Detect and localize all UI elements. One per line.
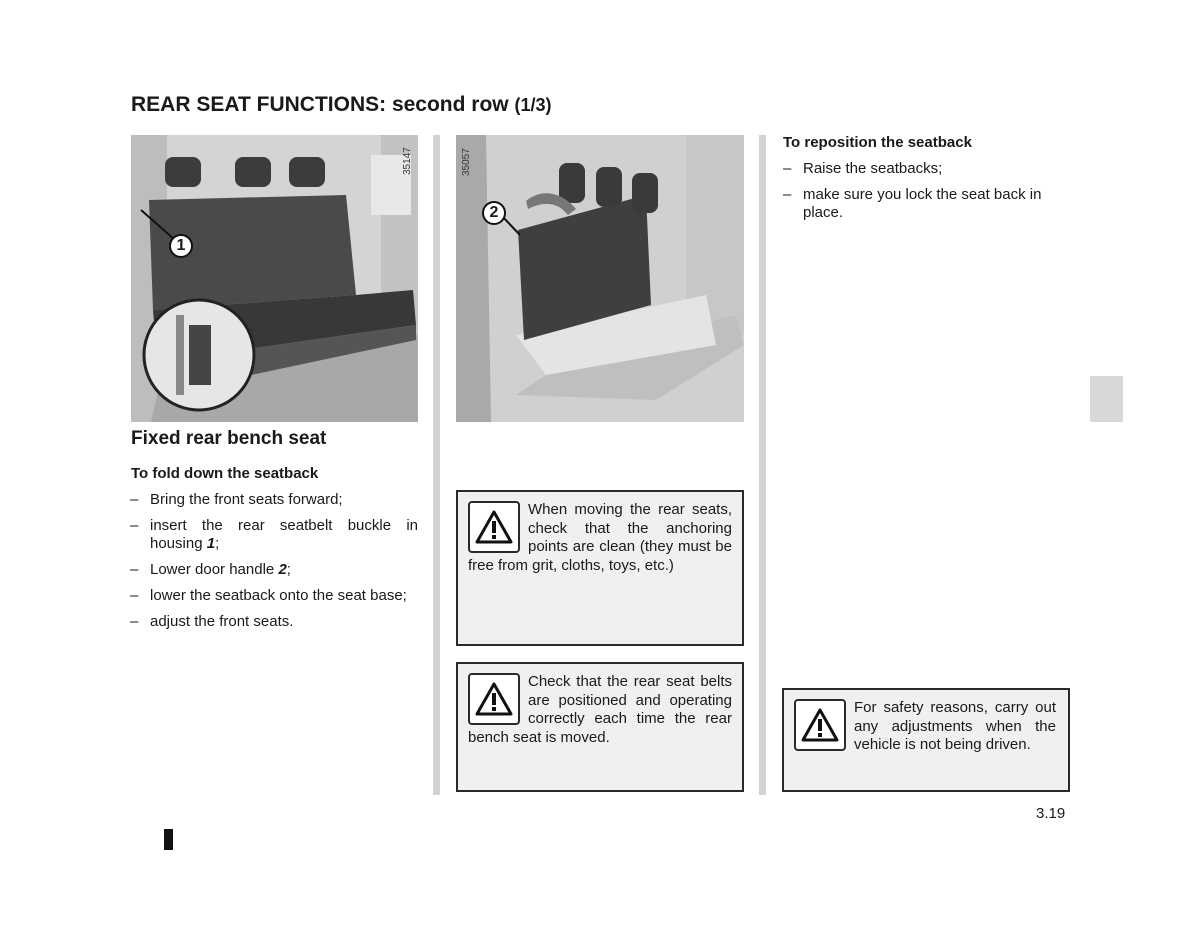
warning-box <box>782 688 1070 792</box>
section-heading: Fixed rear bench seat <box>131 428 327 449</box>
list-item: – make sure you lock the seat back in place. <box>783 186 1042 221</box>
fold-steps-list <box>130 491 418 639</box>
page-number: 3.19 <box>1036 805 1066 822</box>
column-separator <box>759 135 766 795</box>
warning-triangle-icon <box>794 699 846 751</box>
list-item: – lower the seatback onto the seat base; <box>130 587 407 604</box>
subheading-reposition: To reposition the seatback <box>783 134 972 151</box>
page-title-main: REAR SEAT FUNCTIONS: second row <box>131 93 509 116</box>
reference-number: 1 <box>206 535 216 552</box>
reference-number: 2 <box>278 561 287 578</box>
bench-seat-illustration <box>131 135 418 422</box>
warning-text: For safety reasons, carry out any adjustments when the vehicle is not being driven. <box>854 699 1056 753</box>
warning-triangle-icon <box>468 501 520 553</box>
warning-triangle-icon <box>468 673 520 725</box>
warning-text: When moving the rear seats, check that the anchoring points are clean (they must be free from grit, cloths, toys, etc.) <box>468 501 732 574</box>
figure-fixed-bench-seat <box>131 135 418 422</box>
page-title <box>131 93 552 117</box>
callout-2: 2 <box>482 201 506 225</box>
figure-fold-seatback <box>456 135 744 422</box>
figure-code: 35147 <box>402 147 413 175</box>
reposition-steps-list <box>783 160 1070 230</box>
callout-1: 1 <box>169 234 193 258</box>
seatback-fold-illustration <box>456 135 744 422</box>
print-mark <box>164 829 173 850</box>
list-item: – insert the rear seatbelt buckle in housing 1; <box>130 517 418 552</box>
column-separator <box>433 135 440 795</box>
warning-text: Check that the rear seat belts are positioned and operating correctly each time the rear bench seat is moved. <box>468 673 732 746</box>
subheading-fold: To fold down the seatback <box>131 465 319 482</box>
warning-box <box>456 662 744 792</box>
list-item: – Lower door handle 2; <box>130 561 291 578</box>
figure-code: 35057 <box>461 148 472 176</box>
list-item: – Bring the front seats forward; <box>130 491 343 508</box>
list-item: – adjust the front seats. <box>130 613 294 630</box>
section-tab <box>1090 376 1123 422</box>
warning-box <box>456 490 744 646</box>
list-item: – Raise the seatbacks; <box>783 160 943 177</box>
page-title-part: (1/3) <box>514 95 552 115</box>
